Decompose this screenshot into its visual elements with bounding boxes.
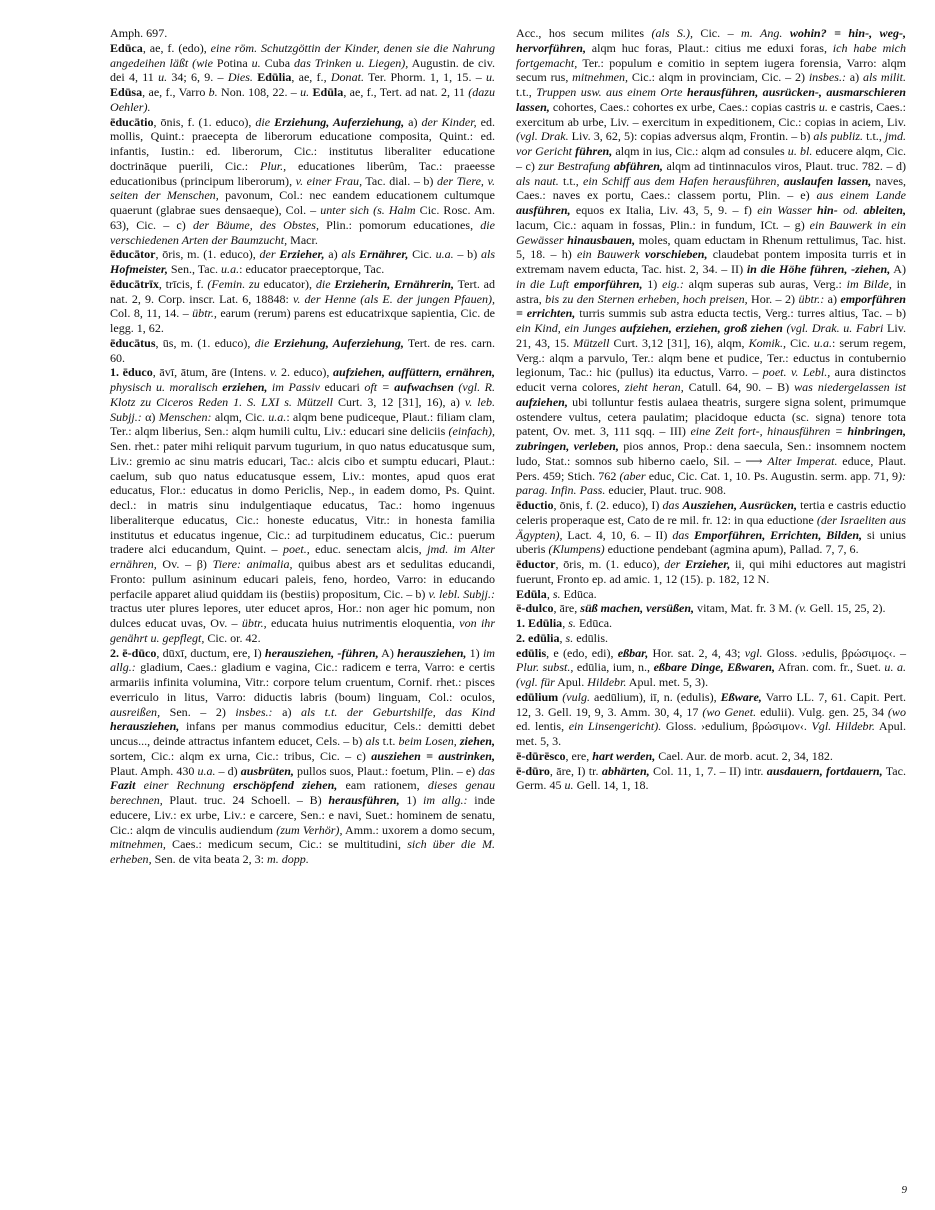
entry-eductor: ēductor, ōris, m. (1. educo), der Erzieher, ii, qui mihi eductores aut magistri fuerunt, Fronto ep. ad amic. 1, 12 (15). p. 182, 12 N.	[516, 557, 906, 586]
entry-1-educo: 1. ēduco, āvī, ātum, āre (Intens. v. 2. educo), aufziehen, auffüttern, ernähren, physisch u. moralisch erziehen, im Passiv educari oft = aufwachsen (vgl. R. Klotz zu Ciceros Reden 1. S. LXI s. Mützell Curt. 3, 12 [31], 16), a) v. leb. Subjj.: α) Menschen: alqm, Cic. u.a.: alqm bene pudiceque, Plaut.: filiam clam, Ter.: alqm liberius, Sen.: alqm humili cultu, Liv.: educari sine deliciis (einfach), Sen. rhet.: pater mihi reliquit parvum tugurium, in quo natus educatusque sum, Liv.: gremio ac sinu matris educari, Tac.: alcis cibo et sumptu educari, Plaut.: caelum, sub quo natus educatusque essem, Liv.: montes, apud quos erat educatus, Flor.: educatus in domo Periclis, Nep., in eadem domo, Ps. Quint. decl.: in matris sinu indulgentiaque educatus, Tac.: homo ingenuus liberaliterque educatus, Cic.: honeste educatus, Vitr.: in honesta familia institutus et educatus ingenue, Cic.: ad turpitudinem educatus, Cic.: puerum tradere alci educandum, Quint. – poet., educ. senectam alcis, jmd. im Alter ernähren, Ov. – β) Tiere: animalia, quibus abest ars et sedulitas educandi, Fronto: pullum asininum educari paleis, feno, hordeo, Varro: in educando perfacile apparet aliud quiddam iis (bestiis) propositum, Cic. – b) v. lebl. Subjj.: tractus uter plures lepores, uter educet apros, Hor.: non ager hic pomum, non dulces educat uvas, Ov. – übtr., educata huius nutrimentis eloquentia, von ihr genährt u. gepflegt, Cic. or. 42.	[110, 365, 496, 645]
entry-amph-continuation: Amph. 697.	[110, 26, 168, 40]
right-column	[516, 26, 906, 793]
entry-educatio: ēducātio, ōnis, f. (1. educo), die Erziehung, Auferziehung, a) der Kinder, ed. mollis, Quint.: praecepta de liberorum educatione composita, Quint.: ed. infantis, Iustin.: ed. liberorum, Cic.: institutus liberaliter educatione doctrināque puerili, Cic.: Plur., educationes liberûm, Tac.: praeesse educationibus (principum liberorum), v. einer Frau, Tac. dial. – b) der Tiere, v. seiten der Menschen, pavonum, Col.: nec eandem educationem cultumque quaerunt (glabrae sues densaeque), Col. – unter sich (s. Halm Cic. Rosc. Am. 63), Cic. – c) der Bäume, des Obstes, Plin.: pomorum educationes, die verschiedenen Arten der Baumzucht, Macr.	[110, 114, 496, 247]
entry-educatrix: ēducātrīx, trīcis, f. (Femin. zu educator), die Erzieherin, Ernährerin, Tert. ad nat. 2, 9. Corp. inscr. Lat. 6, 18848: v. der Henne (als E. der jungen Pfauen), Col. 8, 11, 14. – übtr., earum (rerum) parens est educatrixque sapientia, Cic. de legg. 1, 62.	[110, 276, 496, 335]
entry-eductio: ēductio, ōnis, f. (2. educo), I) das Ausziehen, Ausrücken, tertia e castris eductio celeris properaque est, Cato de re mil. fr. 12: in qua eductione (der Israeliten aus Ägypten), Lact. 4, 10, 6. – II) das Emporführen, Errichten, Bilden, si unius uberis (Klumpens) eductione pendebant (agmina apum), Pallad. 7, 7, 6.	[516, 498, 907, 557]
entry-educa: Edūca, ae, f. (edo), eine röm. Schutzgöttin der Kinder, denen sie die Nahrung angedeihen läßt (wie Potina u. Cuba das Trinken u. Liegen), Augustin. de civ. dei 4, 11 u. 34; 6, 9. – Dies. Edūlia, ae, f., Donat. Ter. Phorm. 1, 1, 15. – u. Edūsa, ae, f., Varro b. Non. 108, 22. – u. Edūla, ae, f., Tert. ad nat. 2, 11 (dazu Oehler).	[110, 40, 496, 114]
entry-educatus: ēducātus, ūs, m. (1. educo), die Erziehung, Auferziehung, Tert. de res. carn. 60.	[110, 335, 496, 365]
entry-eduresco: ē-dūrēsco, ere, hart werden, Cael. Aur. de morb. acut. 2, 34, 182.	[516, 748, 833, 763]
entry-edulco: ē-dulco, āre, süß machen, versüßen, vitam, Mat. fr. 3 M. (v. Gell. 15, 25, 2).	[516, 601, 886, 616]
entry-2-educo-continued: Acc., hos secum milites (als S.), Cic. – m. Ang. wohin? = hin-, weg-, hervorführen, alqm huc foras, Plaut.: citius me eduxi foras, ich habe mich fortgemacht, Ter.: populum e comitio in septem iugera forensia, Varro: alqm secum rus, mitnehmen, Cic.: alqm in provinciam, Cic. – 2) insbes.: a) als milit. t.t., Truppen usw. aus einem Orte herausführen, ausrücken-, ausmarschieren lassen, cohortes, Caes.: cohortes ex urbe, Caes.: copias castris u. e castris, Caes.: exercitum ab urbe, Liv. – exercitum in expeditionem, Cic.: copias in aciem, Liv. (vgl. Drak. Liv. 3, 62, 5): copias adversus alqm, Frontin. – b) als publiz. t.t., jmd. vor Gericht führen, alqm in ius, Cic.: alqm ad consules u. bl. educere alqm, Cic. – c) zur Bestrafung abführen, alqm ad tintinnaculos viros, Plaut. truc. 782. – d) als naut. t.t., ein Schiff aus dem Hafen herausführen, auslaufen lassen, naves, Caes.: naves ex portu, Caes.: classem portu, Plin. – e) aus einem Lande ausführen, equos ex Italia, Liv. 43, 5, 9. – f) ein Wasser hin- od. ableiten, lacum, Cic.: aquam in fossas, Plin.: in fundum, ICt. – g) ein Bauwerk in ein Gewässer hinausbauen, moles, quam eductam in Rhenum rettulimus, Tac. hist. 5, 18. – h) ein Bauwerk vorschieben, claudebat pontem imposita turris et in extremam navem educta, Tac. hist. 2, 34. – II) in die Höhe führen, -ziehen, A) in die Luft emporführen, 1) eig.: alqm superas sub auras, Verg.: im Bilde, in astra, bis zu den Sternen erheben, hoch preisen, Hor. – 2) übtr.: a) emporführen = errichten, turris summis sub astra educta tectis, Verg.: turres altius, Tac. – b) ein Kind, ein Junges aufziehen, erziehen, groß ziehen (vgl. Drak. u. Fabri Liv. 21, 43, 15. Mützell Curt. 3,12 [31], 16), alqm, Komik., Cic. u.a.: serum regem, Verg.: alqm a parvulo, Ter.: alqm bene et pudice, Ter.: eductus in contubernio legionum, Tac.: hic (pullus) ita eductus, Varro. – poet. v. Lebl., aura distinctos educit verna colores, zieht heran, Catull. 64, 90. – B) was niedergelassen ist aufziehen, ubi tolluntur festis aulaea theatris, surgere signa solent, primumque ostendere vultus, cetera paulatim; placidoque educta (sc. signa) tenore tota patent, Ov. met. 3, 111 sqq. – III) eine Zeit fort-, hinausführen = hinbringen, zubringen, verleben, pios annos, Prop.: dena saecula, Sen.: insomnem noctem ludo, Stat.: somnos sub hiberno caelo, Sil. – ⟶ Alter Imperat. educe, Plaut. Pers. 459; Stich. 762 (aber educ, Cic. Cat. 1, 10. Ps. Augustin. serm. app. 71, 9): parag. Infin. Pass. educier, Plaut. truc. 908.	[516, 26, 907, 498]
entry-edula: Edūla, s. Edūca.	[516, 586, 597, 601]
entry-2-edulia: 2. edūlia, s. edūlis.	[516, 630, 609, 645]
entry-edulis: edūlis, e (edo, edi), eßbar, Hor. sat. 2, 4, 43; vgl. Gloss. ›edulis, βρώσιμος‹. – Plur. subst., edūlia, ium, n., eßbare Dinge, Eßwaren, Afran. com. fr., Suet. u. a. (vgl. für Apul. Hildebr. Apul. met. 5, 3).	[516, 645, 906, 689]
entry-1-edulia: 1. Edūlia, s. Edūca.	[516, 616, 613, 630]
entry-2-educo: 2. ē-dūco, dūxī, ductum, ere, I) herausziehen, -führen, A) herausziehen, 1) im allg.: gladium, Caes.: gladium e vagina, Cic.: radicem e terra, Varro: e certis armariis infinita volumina, Vitr.: corpore telum cruentum, Cornif. rhet.: pisces everriculo in litus, Varro: diductis labris (boum) linguam, Col.: oculos, ausreißen, Sen. – 2) insbes.: a) als t.t. der Geburtshilfe, das Kind herausziehen, infans per manus commodius educitur, Cels.: demitti debet uncus..., deinde attractus infantem educet, Cels. – b) als t.t. beim Losen, ziehen, sortem, Cic.: alqm ex urna, Cic.: tribus, Cic. – c) ausziehen = austrinken, Plaut. Amph. 430 u.a. – d) ausbrüten, pullos suos, Plaut.: foetum, Plin. – e) das Fazit einer Rechnung erschöpfend ziehen, eam rationem, dieses genau berechnen, Plaut. truc. 24 Schoell. – B) herausführen, 1) im allg.: inde educere, Liv.: ex urbe, Liv.: e carcere, Sen.: e navi, Suet.: hominem de senatu, Cic.: alqm de vinculis audiendum (zum Verhör), Amm.: uxorem a domo secum, mitnehmen, Caes.: medicum secum, Cic.: se multitudini, sich über die M. erheben, Sen. de vita beata 2, 3: m. dopp.	[110, 645, 495, 866]
left-column	[110, 26, 495, 867]
entry-edulium: edūlium (vulg. aedūlium), iī, n. (edulis), Eßware, Varro LL. 7, 61. Capit. Pert. 12, 3. Gell. 19, 9, 3. Amm. 30, 4, 17 (wo Genet. edulii). Vulg. gen. 25, 34 (wo ed. lentis, ein Linsengericht). Gloss. ›edulium, βρώσιμον‹. Vgl. Hildebr. Apul. met. 5, 3.	[516, 689, 906, 748]
page-number: 9	[901, 1184, 907, 1196]
entry-educator: ēducātor, ōris, m. (1. educo), der Erzieher, a) als Ernährer, Cic. u.a. – b) als Hofmeister, Sen., Tac. u.a.: educator praeceptorque, Tac.	[110, 247, 496, 276]
entry-eduro: ē-dūro, āre, I) tr. abhärten, Col. 11, 1, 7. – II) intr. ausdauern, fortdauern, Tac. Germ. 45 u. Gell. 14, 1, 18.	[516, 763, 906, 793]
